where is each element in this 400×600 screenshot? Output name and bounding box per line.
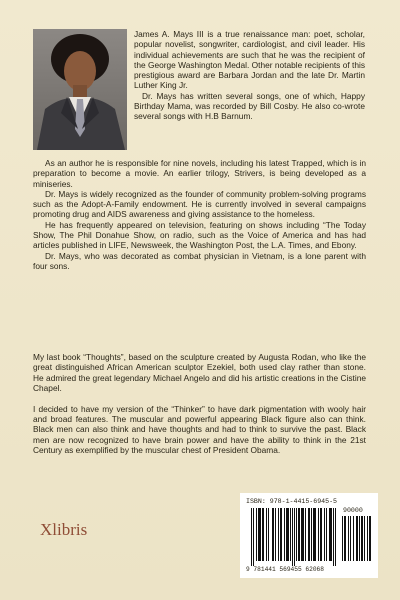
barcode-bar <box>369 516 371 561</box>
author-photo <box>33 29 127 150</box>
description-paragraph: My last book “Thoughts”, based on the sculpture created by Augusta Rodan, who like the great distinguished African American sculptor Ezekiel, both used clay rather than stone. He admired the great legendary Michael Angelo and did his artistic creations in the Cistine Chapel. <box>33 352 366 393</box>
barcode-bar <box>296 508 297 561</box>
bio-continued <box>33 158 366 271</box>
barcode-bar <box>284 508 285 561</box>
publisher-logo: Xlibris <box>40 520 88 539</box>
barcode-bar <box>326 508 327 561</box>
barcode-bar <box>342 516 343 561</box>
barcode-bar <box>364 516 365 561</box>
barcode-bar <box>311 508 312 561</box>
barcode-bar <box>324 508 325 561</box>
barcode-bar <box>298 508 300 561</box>
barcode-bar <box>253 508 254 566</box>
description-paragraph: I decided to have my version of the “Thinker” to have dark pigmentation with wooly hair and broad features. The muscular and powerful appearing Black figure also can think. Black men can also think and have thoughts and had to think to survive the past. Black men are now recognized to have brain power and have the ability to think in the 21st Century as exemplified by the muscular chest of President Obama. <box>33 403 366 455</box>
bio-paragraph: He has frequently appeared on television, featuring on shows including “The Today Show, The Phil Donahue Show, on radio, such as the Voice of America and has had articles published in LIFE, Newsweek, the Washington Post, the L.A. Times, and Ebony. <box>33 219 366 251</box>
bio-paragraph: Dr. Mays has written several songs, one of which, Happy Birthday Mama, was recorded by Bill Cosby. He also co-wrote several songs with H.B Barnum. <box>134 90 365 122</box>
barcode-bar <box>290 508 291 561</box>
bio-paragraph: As an author he is responsible for nine novels, including his latest Trapped, which is in preparation to become a movie. An earlier trilogy, Strivers, is being developed as a miniseries. <box>33 158 366 189</box>
bio-paragraph: James A. Mays III is a true renaissance man: poet, scholar, popular novelist, songwriter, cardiologist, and civil leader. His individual achievements are such that he was the recipient of the George Washington Medal. Other notable recipients of this prestigious award are Barbara Jordan and the late Dr. Martin Luther King Jr. <box>134 29 365 91</box>
barcode-bar <box>367 516 368 561</box>
barcode-bar <box>308 508 310 561</box>
barcode-bar <box>272 508 274 561</box>
price-supplement: 90000 <box>343 507 363 514</box>
bio-paragraph: Dr. Mays is widely recognized as the founder of community problem-solving programs such as the Adopt-A-Family endowment. He is currently involved in several campaigns promoting drug and AIDS awareness and giving assistance to the homeless. <box>33 188 366 220</box>
barcode-bar <box>361 516 363 561</box>
isbn-text: ISBN: 978-1-4415-6945-5 <box>246 498 338 505</box>
barcode-bar <box>313 508 316 561</box>
isbn-barcode <box>240 493 378 578</box>
barcode-bar <box>335 508 336 566</box>
barcode-bar <box>266 508 267 561</box>
barcode-bar <box>275 508 276 561</box>
barcode-bar <box>256 508 257 561</box>
barcode-bar <box>294 508 295 566</box>
barcode-bar <box>278 508 279 561</box>
barcode-bar <box>320 508 322 561</box>
barcode-bar <box>268 508 269 561</box>
barcode-bar <box>348 516 349 561</box>
barcode-bar <box>251 508 252 566</box>
barcode-bar <box>305 508 306 561</box>
barcode-bar <box>353 516 354 561</box>
barcode-bar <box>350 516 351 561</box>
barcode-bar <box>359 516 360 561</box>
bio-intro <box>134 29 365 122</box>
barcode-bar <box>318 508 319 561</box>
bio-paragraph: Dr. Mays, who was decorated as combat physician in Vietnam, is a lone parent with four sons. <box>33 250 366 271</box>
barcode-bar <box>286 508 289 561</box>
barcode-bar <box>301 508 304 561</box>
supplement-bars <box>342 516 372 566</box>
barcode-bar <box>280 508 282 561</box>
barcode-bar <box>292 508 293 566</box>
barcode-bars <box>251 508 339 566</box>
barcode-bar <box>333 508 334 566</box>
barcode-bar <box>262 508 264 561</box>
barcode-bar <box>329 508 332 561</box>
barcode-bar <box>258 508 261 561</box>
barcode-digits: 9 781441 569455 62068 <box>246 566 324 573</box>
barcode-bar <box>344 516 346 561</box>
barcode-bar <box>356 516 358 561</box>
book-description <box>33 352 366 466</box>
